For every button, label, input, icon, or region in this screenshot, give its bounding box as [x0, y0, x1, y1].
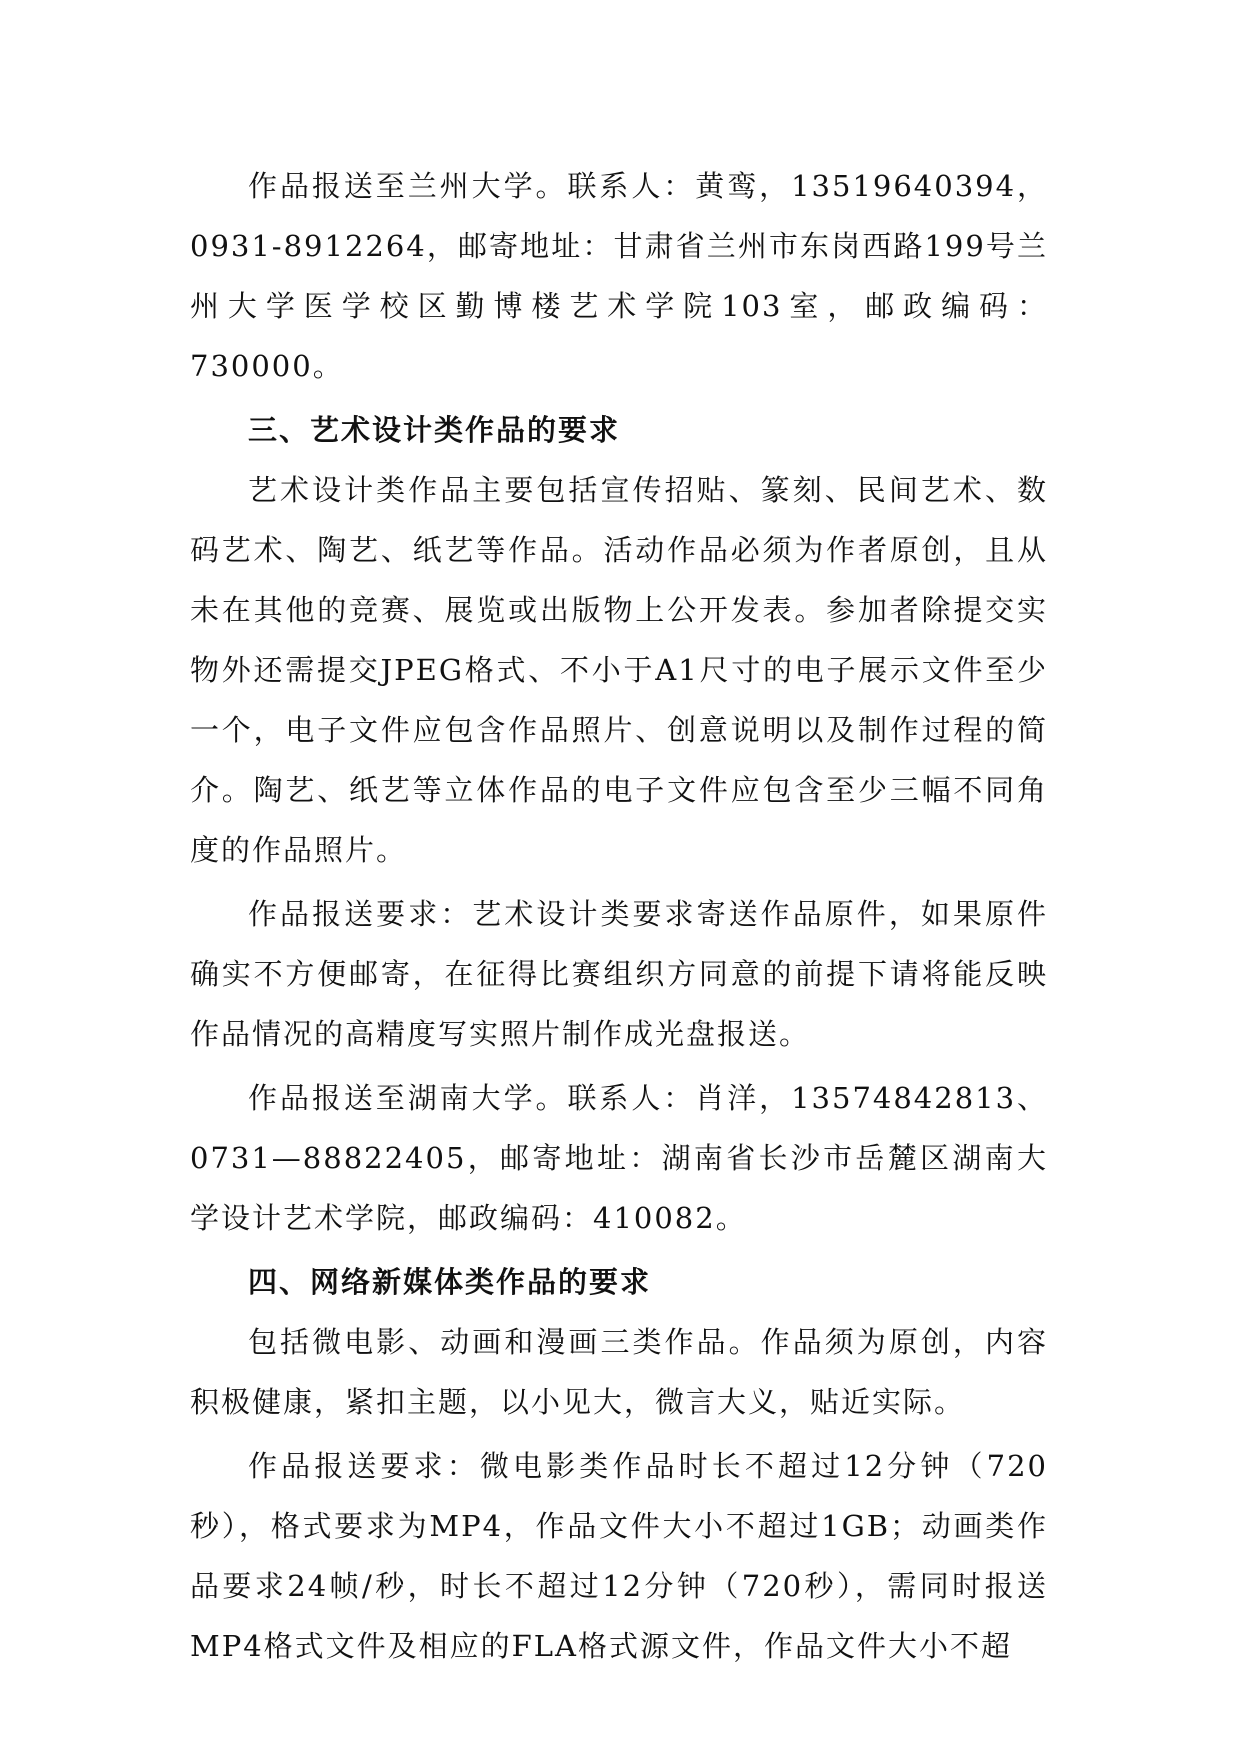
paragraph-new-media-scope: 包括微电影、动画和漫画三类作品。作品须为原创，内容积极健康，紧扣主题，以小见大，微言大义，贴近实际。: [190, 1325, 1048, 1419]
paragraph-art-design-submission: 作品报送要求：艺术设计类要求寄送作品原件，如果原件确实不方便邮寄，在征得比赛组织方同意的前提下请将能反映作品情况的高精度写实照片制作成光盘报送。: [190, 897, 1048, 1051]
paragraph-lanzhou-contact: 作品报送至兰州大学。联系人：黄鸾，13519640394，0931-8912264，邮寄地址：甘肃省兰州市东岗西路199号兰州大学医学校区勤博楼艺术学院103室，邮政编码：730000。: [190, 169, 1048, 383]
paragraph-hunan-contact: 作品报送至湖南大学。联系人：肖洋，13574842813、0731—88822405，邮寄地址：湖南省长沙市岳麓区湖南大学设计艺术学院，邮政编码：410082。: [190, 1081, 1048, 1235]
paragraph-new-media-submission: 作品报送要求：微电影类作品时长不超过12分钟（720秒），格式要求为MP4，作品文件大小不超过1GB；动画类作品要求24帧/秒，时长不超过12分钟（720秒），需同时报送MP4格式文件及相应的FLA格式源文件，作品文件大小不超: [190, 1449, 1048, 1663]
document-body: [190, 156, 1048, 1676]
section-heading-new-media: 四、网络新媒体类作品的要求: [248, 1265, 652, 1299]
paragraph-art-design-scope: 艺术设计类作品主要包括宣传招贴、篆刻、民间艺术、数码艺术、陶艺、纸艺等作品。活动作品必须为作者原创，且从未在其他的竞赛、展览或出版物上公开发表。参加者除提交实物外还需提交JPEG格式、不小于A1尺寸的电子展示文件至少一个，电子文件应包含作品照片、创意说明以及制作过程的简介。陶艺、纸艺等立体作品的电子文件应包含至少三幅不同角度的作品照片。: [190, 473, 1048, 867]
section-heading-art-design: 三、艺术设计类作品的要求: [248, 413, 621, 447]
